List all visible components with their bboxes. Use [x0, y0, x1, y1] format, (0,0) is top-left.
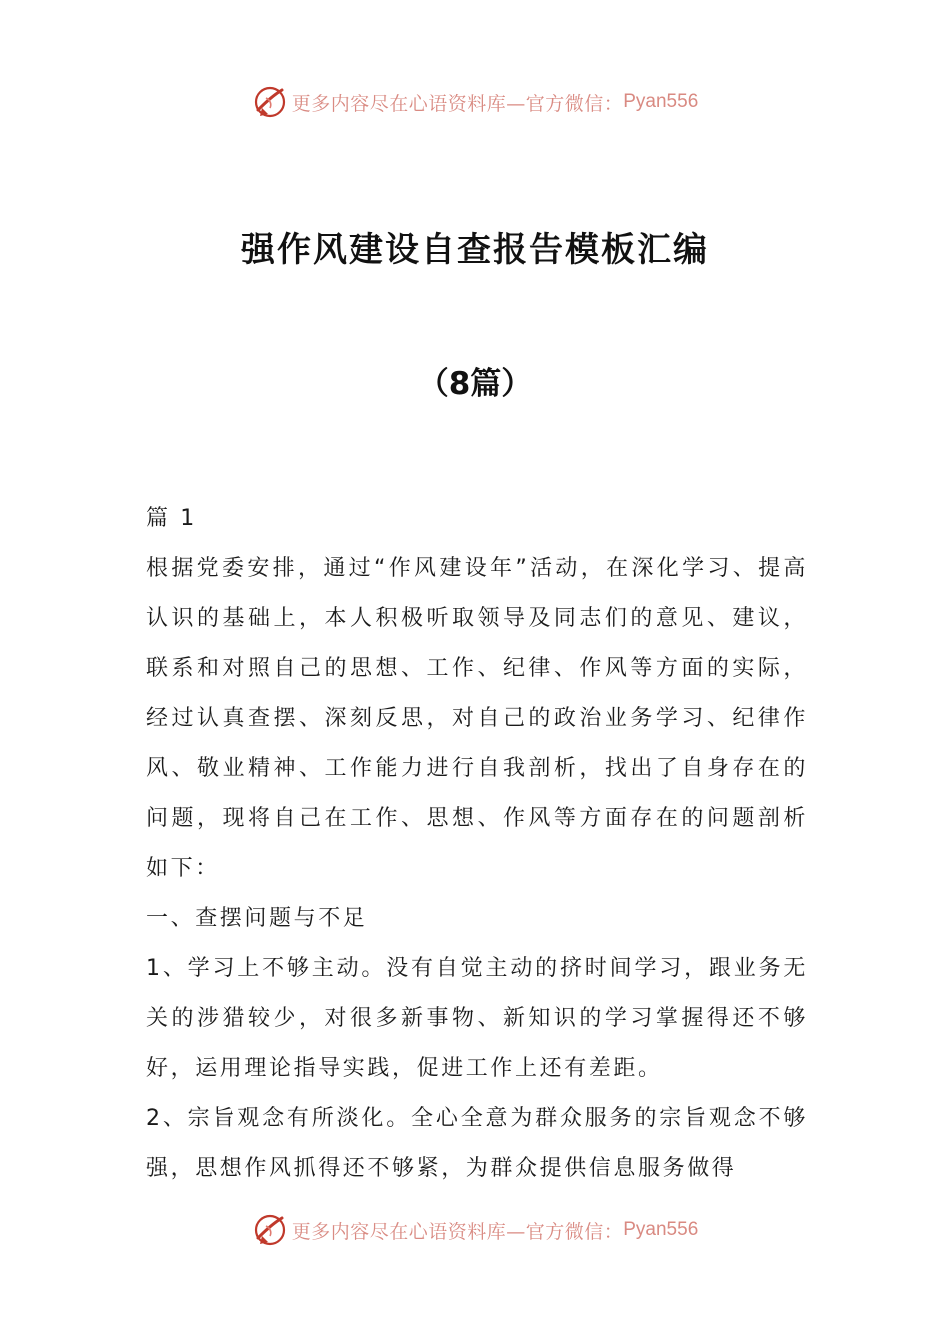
- heading-problems: 一、查摆问题与不足: [146, 906, 368, 931]
- banner-text: 更多内容尽在心语资料库—官方微信：: [291, 1220, 624, 1243]
- pen-logo-icon: [252, 1212, 288, 1248]
- document-body: [146, 494, 808, 1194]
- document-subtitle: （8篇）: [417, 366, 533, 402]
- paragraph-item-2: 2、宗旨观念有所淡化。全心全意为群众服务的宗旨观念不够强，思想作风抓得还不够紧，为群众提供信息服务做得: [146, 1106, 808, 1181]
- banner-wechat-id: Pyan556: [623, 91, 699, 112]
- header-watermark-banner: [0, 82, 950, 122]
- document-title: 强作风建设自查报告模板汇编: [241, 230, 709, 270]
- banner-text: 更多内容尽在心语资料库—官方微信：: [291, 92, 624, 115]
- paragraph-item-1: 1、学习上不够主动。没有自觉主动的挤时间学习，跟业务无关的涉猎较少，对很多新事物、新知识的学习掌握得还不够好，运用理论指导实践，促进工作上还有差距。: [146, 956, 808, 1081]
- section-label: 篇 1: [146, 506, 197, 531]
- banner-wechat-id: Pyan556: [623, 1219, 699, 1240]
- pen-logo-icon: [252, 84, 288, 120]
- footer-watermark-banner: [0, 1210, 950, 1250]
- paragraph-intro: 根据党委安排，通过“作风建设年”活动，在深化学习、提高认识的基础上，本人积极听取领导及同志们的意见、建议，联系和对照自己的思想、工作、纪律、作风等方面的实际，经过认真查摆、深刻反思，对自己的政治业务学习、纪律作风、敬业精神、工作能力进行自我剖析，找出了自身存在的问题，现将自己在工作、思想、作风等方面存在的问题剖析如下：: [146, 556, 808, 881]
